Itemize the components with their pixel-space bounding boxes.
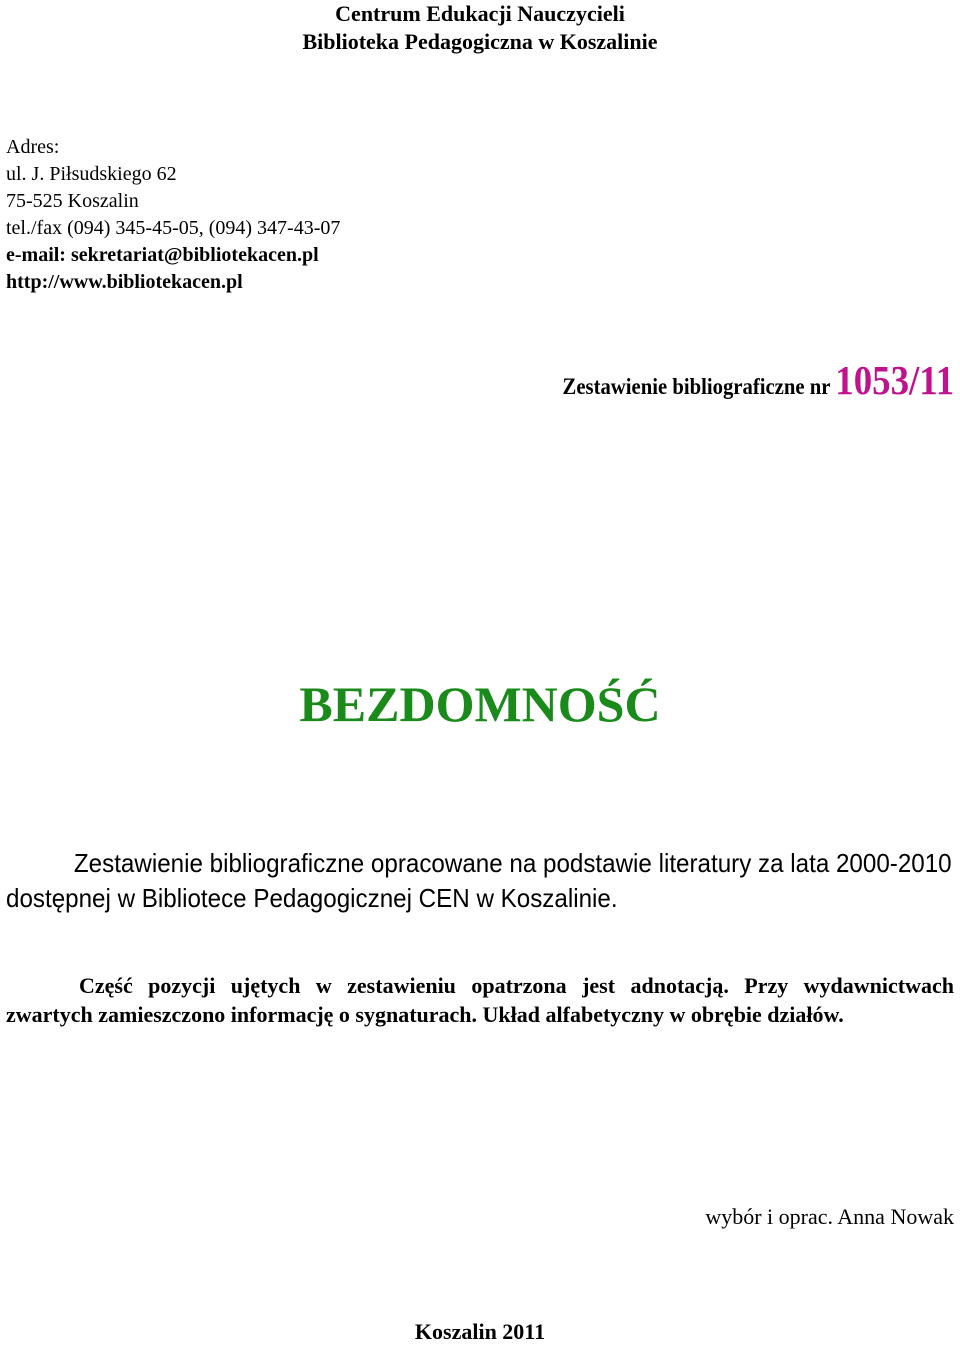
institution-header bbox=[0, 0, 960, 56]
listing-label: Zestawienie bibliograficzne nr bbox=[562, 374, 830, 399]
address-city: 75-525 Koszalin bbox=[6, 190, 139, 212]
author-credit: wybór i oprac. Anna Nowak bbox=[705, 1204, 954, 1229]
institution-name: Centrum Edukacji Nauczycieli bbox=[335, 1, 625, 26]
address-email: e-mail: sekretariat@bibliotekacen.pl bbox=[6, 244, 319, 266]
library-name: Biblioteka Pedagogiczna w Koszalinie bbox=[302, 29, 658, 54]
description-paragraph: Zestawienie bibliograficzne opracowane na podstawie literatury za lata 2000-2010 dostępnej w Bibliotece Pedagogicznej CEN w Koszalinie. bbox=[6, 848, 952, 913]
annotation-paragraph: Część pozycji ujętych w zestawieniu opatrzona jest adnotacją. Przy wydawnictwach zwartych zamieszczono informację o sygnaturach. Układ alfabetyczny w obrębie działów. bbox=[6, 973, 954, 1027]
address-website: http://www.bibliotekacen.pl bbox=[6, 271, 243, 293]
listing-number-line bbox=[562, 350, 954, 417]
address-street: ul. J. Piłsudskiego 62 bbox=[6, 163, 177, 185]
address-label: Adres: bbox=[6, 136, 60, 158]
address-block bbox=[6, 134, 340, 296]
place-year: Koszalin 2011 bbox=[414, 1319, 546, 1344]
main-title: BEZDOMNOŚĆ bbox=[299, 676, 661, 732]
listing-number: 1053/11 bbox=[835, 357, 954, 403]
address-phone: tel./fax (094) 345-45-05, (094) 347-43-07 bbox=[6, 217, 341, 239]
